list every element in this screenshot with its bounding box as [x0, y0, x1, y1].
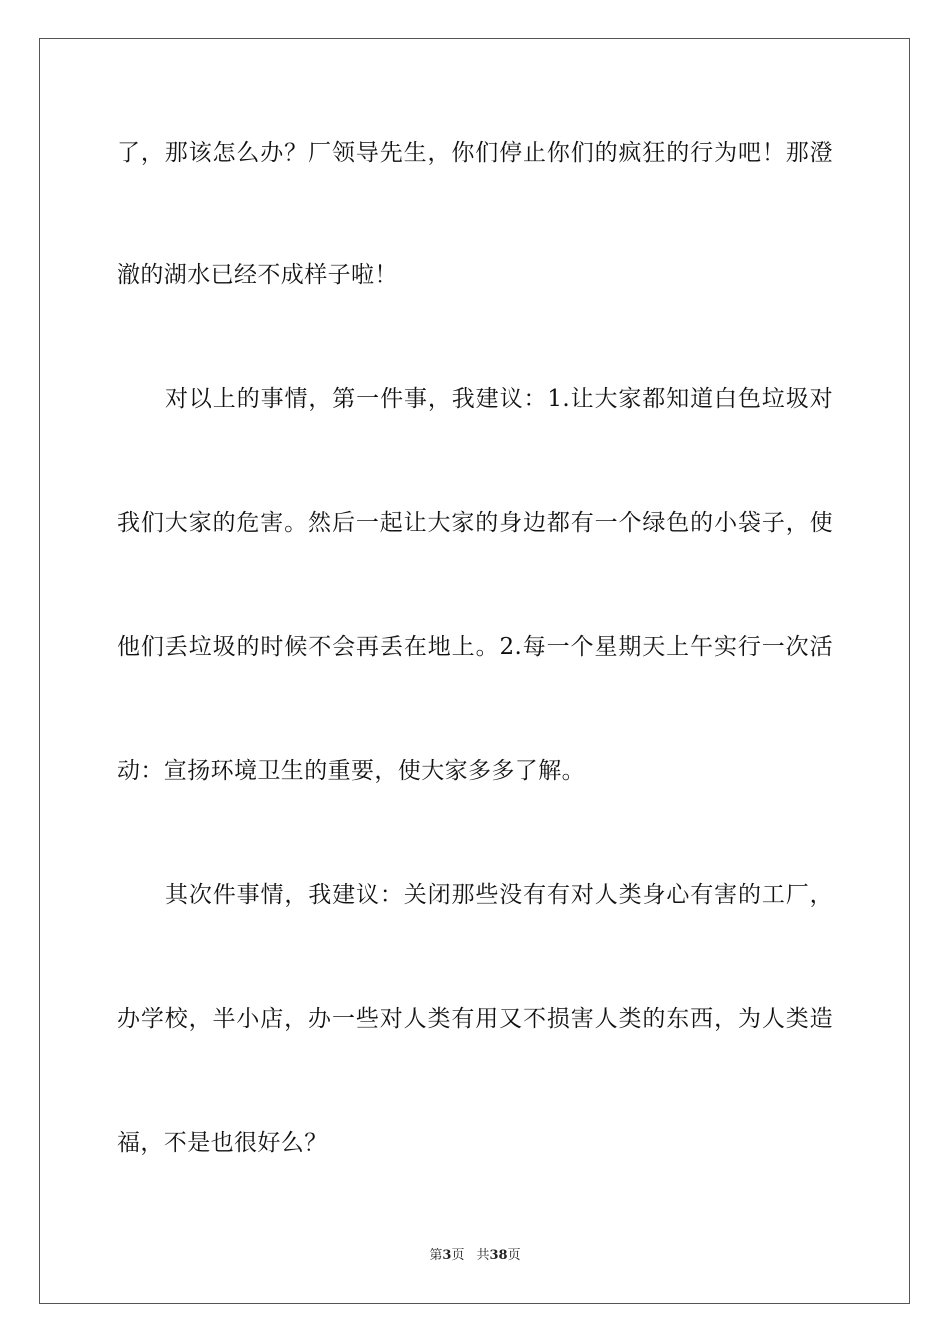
body-line-2: 澈的湖水已经不成样子啦！ [117, 262, 398, 288]
body-line-4: 我们大家的危害。然后一起让大家的身边都有一个绿色的小袋子，使 [117, 510, 833, 536]
page-prefix: 第 [429, 1248, 443, 1263]
page-suffix: 页 [451, 1248, 465, 1263]
body-line-6: 动：宣扬环境卫生的重要，使大家多多了解。 [117, 758, 585, 784]
body-line-8: 办学校，半小店，办一些对人类有用又不损害人类的东西，为人类造 [117, 1006, 833, 1032]
total-pages: 38 [489, 1248, 508, 1263]
body-line-3: 对以上的事情，第一件事，我建议：1.让大家都知道白色垃圾对 [165, 386, 833, 412]
body-line-5: 他们丢垃圾的时候不会再丢在地上。2.每一个星期天上午实行一次活 [117, 634, 833, 660]
total-suffix: 页 [507, 1248, 521, 1263]
body-line-1: 了，那该怎么办？厂领导先生，你们停止你们的疯狂的行为吧！那澄 [117, 140, 833, 166]
page-number: 3 [442, 1248, 452, 1263]
total-prefix: 共 [476, 1248, 490, 1263]
body-line-7: 其次件事情，我建议：关闭那些没有有对人类身心有害的工厂， [165, 882, 833, 908]
page-footer [0, 1247, 950, 1265]
page-frame [39, 38, 910, 1304]
body-line-9: 福，不是也很好么？ [117, 1130, 328, 1156]
